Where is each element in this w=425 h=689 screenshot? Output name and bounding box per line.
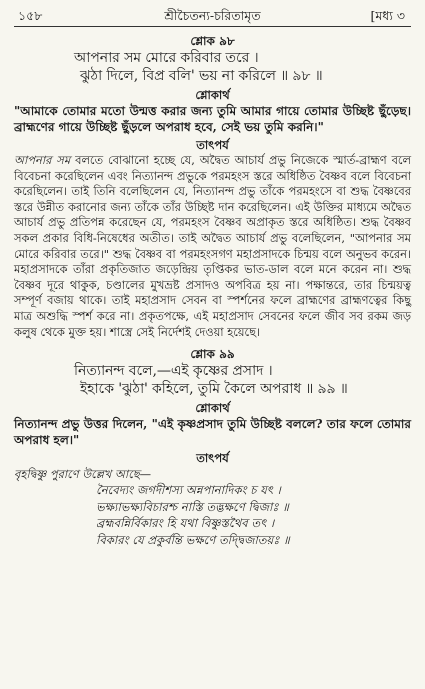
sanskrit-line: বিকারং যে প্রকুর্বন্তি ভক্ষণে তদ্দ্বিজাতয়ঃ ॥ xyxy=(96,532,290,547)
verse-99-label: শ্লোক ৯৯ xyxy=(190,347,235,362)
sanskrit-line: ভক্ষ্যাভক্ষ্যবিচারশ্চ নাস্তি তদ্ভক্ষণে দ্বিজাঃ ॥ xyxy=(96,499,289,514)
sanskrit-line: নৈবেদ্যং জগদীশস্য অন্নপানাদিকং চ যৎ । xyxy=(96,483,281,498)
verse-98-line-1: আপনার সম মোরে করিবার তরে । xyxy=(74,50,259,66)
verse-99-line-2: ইহাকে 'ঝুঠা' কহিলে, তুমি কৈলে অপরাধ ॥ ৯৯ ॥ xyxy=(80,381,348,398)
quote-intro: বৃহদ্বিষ্ণু পুরাণে উল্লেখ আছে— xyxy=(14,467,152,482)
sanskrit-line: ব্রহ্মবন্নির্বিকারং হি যথা বিষ্ণুস্তথৈব তৎ । xyxy=(96,516,275,531)
verse-99-translation: নিত্যানন্দ প্রভু উত্তর দিলেন, "এই কৃষ্ণপ্রসাদ তুমি উচ্ছিষ্ট বললে? তার ফলে তোমার অপরাধ হল।" xyxy=(14,417,411,448)
page-number: ১৫৮ xyxy=(18,8,43,23)
section-marker: [মধ্য ৩ xyxy=(370,8,405,23)
verse-99-translation-label: শ্লোকার্থ xyxy=(195,401,230,416)
verse-99-purport-label: তাৎপর্য xyxy=(196,451,229,466)
verse-99-line-1: নিত্যানন্দ বলে,—এই কৃষ্ণের প্রসাদ । xyxy=(74,363,273,380)
verse-99-text xyxy=(14,362,411,398)
page-header xyxy=(14,6,411,26)
sanskrit-quote xyxy=(14,482,411,548)
verse-98-label: শ্লোক ৯৮ xyxy=(190,34,235,48)
verse-98-translation-label: শ্লোকার্থ xyxy=(195,88,230,102)
verse-98-purport-label: তাৎপর্য xyxy=(196,138,229,152)
purport-body: বলতে বোঝানো হচ্ছে যে, অদ্বৈত আচার্য প্রভু নিজেকে স্মার্ত-ব্রাহ্মণ বলে বিবেচনা করেছিলেন এবং নিত্যানন্দ প্রভুকে পরমহংস স্তরে অধিষ্ঠিত বৈষ্ণব বলে বিবেচনা করেছিলেন। তাই তিনি বলেছিলেন যে, নিত্যানন্দ প্রভু তাঁকে পরমহংসে বা শুদ্ধ বৈষ্ণবের স্তরে উন্নীত করানোর জন্য তাঁকে তাঁর উচ্ছিষ্ট দান করেছিলেন। এই উক্তির মাধ্যমে অদ্বৈত আচার্য প্রভু প্রতিপন্ন করেছেন যে, পরমহংস বৈষ্ণব অপ্রাকৃত স্তরে অধিষ্ঠিত। শুদ্ধ বৈষ্ণব সকল প্রকার বিধি-নিষেধের অতীত। তাই অদ্বৈত আচার্য প্রভু বলেছিলেন, "আপনার সম মোরে করিবার তরে।" শুদ্ধ বৈষ্ণব বা পরমহংসগণ মহাপ্রসাদকে চিন্ময় বলে অনুভব করেন। মহাপ্রসাদকে তাঁরা প্রকৃতিজাত জড়েন্দ্রিয় তৃপ্তিকর ভাত-ডাল বলে মনে করেন না। শুদ্ধ বৈষ্ণব দূরে থাকুক, চণ্ডালের মুখভ্রষ্ট প্রসাদও অপবিত্র হয় না। পক্ষান্তরে, তার চিন্ময়ত্ব সম্পূর্ণ বজায় থাকে। তাই মহাপ্রসাদ সেবন বা স্পর্শনের ফলে ব্রাহ্মণের ব্রাহ্মণত্বের কিছু মাত্র অশুদ্ধি স্পর্শ করে না। প্রকৃতপক্ষে, এই মহাপ্রসাদ সেবনের ফলে জীব সব রকম জড় কলুষ থেকে মুক্ত হয়। শাস্ত্রে সেই নির্দেশই দেওয়া হয়েছে। xyxy=(14,153,412,339)
purport-opening-phrase: আপনার সম xyxy=(14,153,71,167)
verse-98-purport xyxy=(14,153,411,340)
book-title: শ্রীচৈতন্য-চরিতামৃত xyxy=(164,8,261,23)
verse-98-text xyxy=(14,49,411,85)
verse-98-line-2: ঝুঠা দিলে, বিপ্র বলি' ভয় না করিলে ॥ ৯৮ ॥ xyxy=(80,68,323,84)
verse-98-translation: "আমাকে তোমার মতো উন্মত্ত করার জন্য তুমি আমার গায়ে তোমার উচ্ছিষ্ট ছুঁড়েছ। ব্রাহ্মণের গায়ে উচ্ছিষ্ট ছুঁড়লে অপরাধ হবে, সেই ভয় তুমি করনি।" xyxy=(14,104,411,134)
